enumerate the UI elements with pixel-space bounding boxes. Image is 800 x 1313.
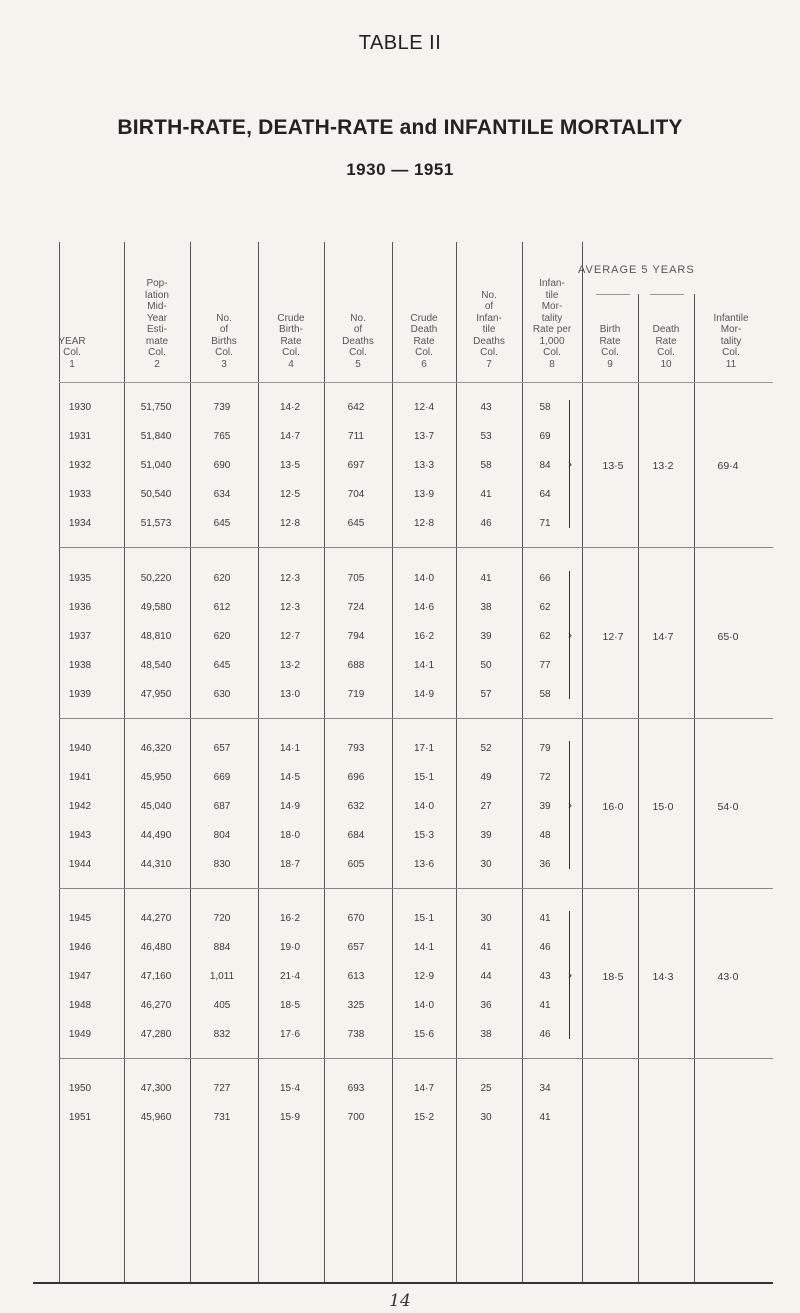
population-cell: 46,480	[140, 942, 172, 953]
births-cell: 720	[213, 913, 231, 924]
deaths-cell: 700	[347, 1112, 365, 1123]
birth-rate-cell: 15·9	[279, 1112, 300, 1123]
birth-rate-cell: 12·3	[279, 602, 300, 613]
header-line: No.	[216, 312, 232, 324]
infant-deaths-cell: 52	[480, 743, 492, 754]
header-line: Rate	[655, 335, 677, 347]
header-line: Infan-	[476, 312, 502, 324]
header-line: 8	[549, 358, 555, 370]
infant-mortality-cell: 69	[539, 431, 551, 442]
birth-rate-cell: 17·6	[279, 1029, 300, 1040]
header-line: Death	[652, 324, 680, 335]
year-cell: 1930	[68, 402, 92, 413]
death-rate-cell: 16·2	[413, 631, 434, 642]
header-line: of	[353, 324, 363, 335]
avg-birth-rate-cell: 13·5	[602, 460, 624, 472]
birth-rate-cell: 18·0	[279, 830, 300, 841]
year-cell: 1949	[68, 1029, 92, 1040]
header-line: 1,000	[539, 335, 565, 347]
header-line: Col.	[601, 347, 619, 358]
avg-death-rate-cell: 14·7	[652, 631, 674, 643]
deaths-cell: 719	[347, 689, 365, 700]
birth-rate-cell: 12·7	[279, 631, 300, 642]
header-line: Col.	[282, 347, 300, 358]
infant-deaths-cell: 38	[480, 1029, 492, 1040]
deaths-cell: 705	[347, 573, 365, 584]
infant-mortality-cell: 62	[539, 631, 551, 642]
deaths-cell: 325	[347, 1000, 365, 1011]
death-rate-cell: 15·6	[413, 1029, 434, 1040]
header-line: Mid-	[147, 301, 167, 312]
header-line: No.	[350, 312, 366, 324]
year-cell: 1945	[68, 913, 92, 924]
death-rate-cell: 13·9	[413, 489, 434, 500]
year-cell: 1933	[68, 489, 92, 500]
infant-deaths-cell: 30	[480, 913, 492, 924]
deaths-cell: 684	[347, 830, 365, 841]
header-infant-deaths	[456, 290, 522, 371]
header-line: Birth	[599, 324, 621, 335]
header-population	[124, 278, 190, 370]
births-cell: 739	[213, 402, 231, 413]
header-line: Col.	[215, 347, 233, 358]
year-cell: 1942	[68, 801, 92, 812]
infant-deaths-cell: 41	[480, 573, 492, 584]
infant-deaths-cell: 58	[480, 460, 492, 471]
header-line: YEAR	[58, 335, 86, 347]
year-cell: 1937	[68, 631, 92, 642]
header-line: Col.	[148, 347, 166, 358]
deaths-cell: 670	[347, 913, 365, 924]
infant-mortality-cell: 77	[539, 660, 551, 671]
table-subtitle: 1930 — 1951	[346, 160, 454, 179]
header-line: Rate	[413, 335, 435, 347]
infant-deaths-cell: 41	[480, 489, 492, 500]
infant-deaths-cell: 43	[480, 402, 492, 413]
header-line: Col.	[349, 347, 367, 358]
avg-death-rate-cell: 15·0	[652, 801, 674, 813]
birth-rate-cell: 16·2	[279, 913, 300, 924]
infant-deaths-cell: 30	[480, 1112, 492, 1123]
column-divider	[456, 242, 457, 1282]
death-rate-cell: 14·0	[413, 573, 434, 584]
infant-deaths-cell: 25	[480, 1083, 492, 1094]
year-cell: 1948	[68, 1000, 92, 1011]
header-line: tile	[545, 289, 559, 301]
births-cell: 620	[213, 631, 231, 642]
brace-point: ›	[568, 968, 572, 982]
year-cell: 1938	[68, 660, 92, 671]
infant-mortality-cell: 41	[539, 913, 551, 924]
infant-deaths-cell: 57	[480, 689, 492, 700]
brace-point: ›	[568, 628, 572, 642]
header-line: 1	[69, 358, 75, 370]
infant-mortality-cell: 84	[539, 460, 551, 471]
population-cell: 47,280	[140, 1029, 172, 1040]
infant-deaths-cell: 49	[480, 772, 492, 783]
births-cell: 727	[213, 1083, 231, 1094]
births-cell: 1,011	[209, 971, 235, 982]
header-line: Col.	[722, 347, 740, 358]
header-line: 3	[221, 358, 227, 370]
deaths-cell: 793	[347, 743, 365, 754]
avg-sub-rule	[650, 294, 684, 295]
population-cell: 51,040	[140, 460, 172, 471]
births-cell: 832	[213, 1029, 231, 1040]
infant-mortality-cell: 43	[539, 971, 551, 982]
column-divider	[522, 242, 523, 1282]
births-cell: 620	[213, 573, 231, 584]
birth-rate-cell: 14·5	[279, 772, 300, 783]
infant-mortality-cell: 64	[539, 489, 551, 500]
header-line: Births	[211, 335, 237, 347]
deaths-cell: 794	[347, 631, 365, 642]
infant-deaths-cell: 50	[480, 660, 492, 671]
header-avg-infant-mortality	[694, 313, 768, 371]
population-cell: 44,310	[140, 859, 172, 870]
header-infant-mortality	[522, 278, 582, 370]
header-line: 2	[154, 358, 160, 370]
birth-rate-cell: 14·2	[279, 402, 300, 413]
infant-deaths-cell: 30	[480, 859, 492, 870]
population-cell: 47,160	[140, 971, 172, 982]
birth-rate-cell: 13·2	[279, 660, 300, 671]
deaths-cell: 697	[347, 460, 365, 471]
year-cell: 1946	[68, 942, 92, 953]
birth-rate-cell: 18·5	[279, 1000, 300, 1011]
header-line: Col.	[415, 347, 433, 358]
infant-mortality-cell: 58	[539, 402, 551, 413]
births-cell: 765	[213, 431, 231, 442]
population-cell: 50,540	[140, 489, 172, 500]
group-separator	[59, 718, 773, 719]
header-line: Crude	[410, 312, 438, 324]
header-line: Esti-	[147, 324, 167, 335]
birth-rate-cell: 14·9	[279, 801, 300, 812]
births-cell: 804	[213, 830, 231, 841]
deaths-cell: 657	[347, 942, 365, 953]
births-cell: 687	[213, 801, 231, 812]
deaths-cell: 696	[347, 772, 365, 783]
birth-rate-cell: 12·5	[279, 489, 300, 500]
brace-point: ›	[568, 457, 572, 471]
births-cell: 630	[213, 689, 231, 700]
header-line: Col.	[543, 347, 561, 358]
birth-rate-cell: 14·7	[279, 431, 300, 442]
header-line: Rate	[599, 335, 621, 347]
header-line: mate	[145, 335, 169, 347]
population-cell: 47,950	[140, 689, 172, 700]
header-line: No.	[481, 289, 497, 301]
infant-mortality-cell: 66	[539, 573, 551, 584]
header-line: Mor-	[541, 301, 563, 312]
header-line: tile	[482, 324, 496, 335]
avg-infant-mortality-cell: 69·4	[717, 460, 739, 472]
infant-mortality-cell: 58	[539, 689, 551, 700]
column-divider	[124, 242, 125, 1282]
population-cell: 44,490	[140, 830, 172, 841]
header-line: Year	[146, 312, 168, 324]
header-line: 6	[421, 358, 427, 370]
group-separator	[59, 888, 773, 889]
deaths-cell: 605	[347, 859, 365, 870]
population-cell: 45,950	[140, 772, 172, 783]
header-line: Infantile	[713, 312, 749, 324]
header-line: Rate	[280, 335, 302, 347]
infant-mortality-cell: 39	[539, 801, 551, 812]
header-line: Deaths	[473, 335, 505, 347]
death-rate-cell: 17·1	[413, 743, 434, 754]
population-cell: 46,270	[140, 1000, 172, 1011]
infant-mortality-cell: 62	[539, 602, 551, 613]
header-line: 11	[725, 358, 737, 370]
deaths-cell: 642	[347, 402, 365, 413]
avg-birth-rate-cell: 18·5	[602, 971, 624, 983]
header-births	[190, 313, 258, 371]
avg-death-rate-cell: 14·3	[652, 971, 674, 983]
year-cell: 1932	[68, 460, 92, 471]
infant-deaths-cell: 41	[480, 942, 492, 953]
deaths-cell: 704	[347, 489, 365, 500]
avg-infant-mortality-cell: 65·0	[717, 631, 739, 643]
header-line: 9	[607, 358, 613, 370]
death-rate-cell: 15·1	[413, 913, 434, 924]
column-divider	[324, 242, 325, 1282]
header-line: of	[484, 301, 494, 312]
death-rate-cell: 14·1	[413, 942, 434, 953]
death-rate-cell: 12·9	[413, 971, 434, 982]
column-divider	[582, 242, 583, 1282]
avg-birth-rate-cell: 12·7	[602, 631, 624, 643]
column-divider	[190, 242, 191, 1282]
header-line: Rate per	[532, 324, 572, 335]
population-cell: 51,840	[140, 431, 172, 442]
year-cell: 1940	[68, 743, 92, 754]
infant-mortality-cell: 72	[539, 772, 551, 783]
death-rate-cell: 14·0	[413, 1000, 434, 1011]
infant-deaths-cell: 44	[480, 971, 492, 982]
births-cell: 657	[213, 743, 231, 754]
population-cell: 48,810	[140, 631, 172, 642]
population-cell: 44,270	[140, 913, 172, 924]
header-line: Death	[410, 324, 438, 335]
page-number: 14	[389, 1291, 411, 1311]
death-rate-cell: 14·9	[413, 689, 434, 700]
births-cell: 669	[213, 772, 231, 783]
population-cell: 45,960	[140, 1112, 172, 1123]
year-cell: 1941	[68, 772, 92, 783]
birth-rate-cell: 19·0	[279, 942, 300, 953]
death-rate-cell: 15·3	[413, 830, 434, 841]
infant-mortality-cell: 46	[539, 942, 551, 953]
births-cell: 405	[213, 1000, 231, 1011]
birth-rate-cell: 13·5	[279, 460, 300, 471]
year-cell: 1939	[68, 689, 92, 700]
births-cell: 634	[213, 489, 231, 500]
header-avg-birth-rate	[582, 324, 638, 370]
header-line: of	[219, 324, 229, 335]
deaths-cell: 632	[347, 801, 365, 812]
year-cell: 1931	[68, 431, 92, 442]
infant-mortality-cell: 79	[539, 743, 551, 754]
death-rate-cell: 13·3	[413, 460, 434, 471]
population-cell: 45,040	[140, 801, 172, 812]
header-average-5-years: AVERAGE 5 YEARS	[578, 264, 695, 276]
year-cell: 1934	[68, 518, 92, 529]
deaths-cell: 693	[347, 1083, 365, 1094]
infant-mortality-cell: 71	[539, 518, 551, 529]
death-rate-cell: 13·7	[413, 431, 434, 442]
infant-deaths-cell: 39	[480, 631, 492, 642]
births-cell: 645	[213, 518, 231, 529]
header-line: Birth-	[279, 324, 303, 335]
header-line: 4	[288, 358, 294, 370]
death-rate-cell: 14·0	[413, 801, 434, 812]
header-line: Mor-	[720, 324, 742, 335]
header-line: Pop-	[146, 278, 168, 289]
column-divider	[59, 242, 60, 1282]
infant-mortality-cell: 34	[539, 1083, 551, 1094]
death-rate-cell: 14·7	[413, 1083, 434, 1094]
header-line: tality	[720, 335, 742, 347]
header-deaths	[324, 313, 392, 371]
deaths-cell: 613	[347, 971, 365, 982]
table-label: TABLE II	[358, 32, 442, 54]
population-cell: 47,300	[140, 1083, 172, 1094]
birth-rate-cell: 14·1	[279, 743, 300, 754]
header-birth-rate	[258, 313, 324, 371]
avg-death-rate-cell: 13·2	[652, 460, 674, 472]
population-cell: 46,320	[140, 743, 172, 754]
deaths-cell: 688	[347, 660, 365, 671]
group-separator	[59, 1058, 773, 1059]
infant-mortality-cell: 41	[539, 1112, 551, 1123]
death-rate-cell: 15·2	[413, 1112, 434, 1123]
year-cell: 1936	[68, 602, 92, 613]
population-cell: 49,580	[140, 602, 172, 613]
table-title: BIRTH-RATE, DEATH-RATE and INFANTILE MORTALITY	[117, 116, 683, 139]
header-line: Infan-	[539, 278, 565, 289]
death-rate-cell: 15·1	[413, 772, 434, 783]
death-rate-cell: 12·4	[413, 402, 434, 413]
infant-mortality-cell: 48	[539, 830, 551, 841]
year-cell: 1947	[68, 971, 92, 982]
header-line: 10	[660, 358, 672, 370]
births-cell: 645	[213, 660, 231, 671]
column-divider	[638, 294, 639, 1282]
header-line: Deaths	[342, 335, 374, 347]
birth-rate-cell: 12·8	[279, 518, 300, 529]
births-cell: 612	[213, 602, 231, 613]
header-year	[58, 336, 86, 371]
birth-rate-cell: 21·4	[279, 971, 300, 982]
header-line: 5	[355, 358, 361, 370]
year-cell: 1944	[68, 859, 92, 870]
avg-infant-mortality-cell: 43·0	[717, 971, 739, 983]
deaths-cell: 711	[348, 431, 364, 442]
births-cell: 731	[213, 1112, 231, 1123]
avg-infant-mortality-cell: 54·0	[717, 801, 739, 813]
birth-rate-cell: 18·7	[279, 859, 300, 870]
year-cell: 1943	[68, 830, 92, 841]
avg-birth-rate-cell: 16·0	[602, 801, 624, 813]
deaths-cell: 724	[347, 602, 365, 613]
death-rate-cell: 14·6	[413, 602, 434, 613]
header-line: Col.	[480, 347, 498, 358]
birth-rate-cell: 12·3	[279, 573, 300, 584]
death-rate-cell: 12·8	[413, 518, 434, 529]
births-cell: 830	[213, 859, 231, 870]
population-cell: 51,573	[140, 518, 172, 529]
column-divider	[694, 294, 695, 1282]
year-cell: 1951	[68, 1112, 92, 1123]
birth-rate-cell: 15·4	[279, 1083, 300, 1094]
population-cell: 51,750	[140, 402, 172, 413]
header-line: tality	[541, 312, 563, 324]
year-cell: 1950	[68, 1083, 92, 1094]
group-separator	[59, 547, 773, 548]
deaths-cell: 738	[347, 1029, 365, 1040]
table-bottom-rule	[33, 1282, 773, 1284]
header-avg-death-rate	[638, 324, 694, 370]
births-cell: 690	[213, 460, 231, 471]
brace-point: ›	[568, 798, 572, 812]
infant-deaths-cell: 38	[480, 602, 492, 613]
population-cell: 50,220	[140, 573, 172, 584]
infant-mortality-cell: 36	[539, 859, 551, 870]
header-line: lation	[145, 289, 169, 301]
column-divider	[258, 242, 259, 1282]
header-death-rate	[392, 313, 456, 371]
infant-deaths-cell: 53	[480, 431, 492, 442]
infant-mortality-cell: 46	[539, 1029, 551, 1040]
infant-deaths-cell: 36	[480, 1000, 492, 1011]
header-line: Col.	[63, 347, 81, 358]
avg-sub-rule	[596, 294, 630, 295]
deaths-cell: 645	[347, 518, 365, 529]
death-rate-cell: 13·6	[413, 859, 434, 870]
infant-deaths-cell: 46	[480, 518, 492, 529]
column-divider	[392, 242, 393, 1282]
header-line: Col.	[657, 347, 675, 358]
births-cell: 884	[213, 942, 231, 953]
infant-deaths-cell: 27	[480, 801, 492, 812]
birth-rate-cell: 13·0	[279, 689, 300, 700]
year-cell: 1935	[68, 573, 92, 584]
header-line: 7	[486, 358, 492, 370]
population-cell: 48,540	[140, 660, 172, 671]
header-rule	[59, 382, 773, 383]
header-line: Crude	[277, 312, 305, 324]
death-rate-cell: 14·1	[413, 660, 434, 671]
infant-mortality-cell: 41	[539, 1000, 551, 1011]
infant-deaths-cell: 39	[480, 830, 492, 841]
